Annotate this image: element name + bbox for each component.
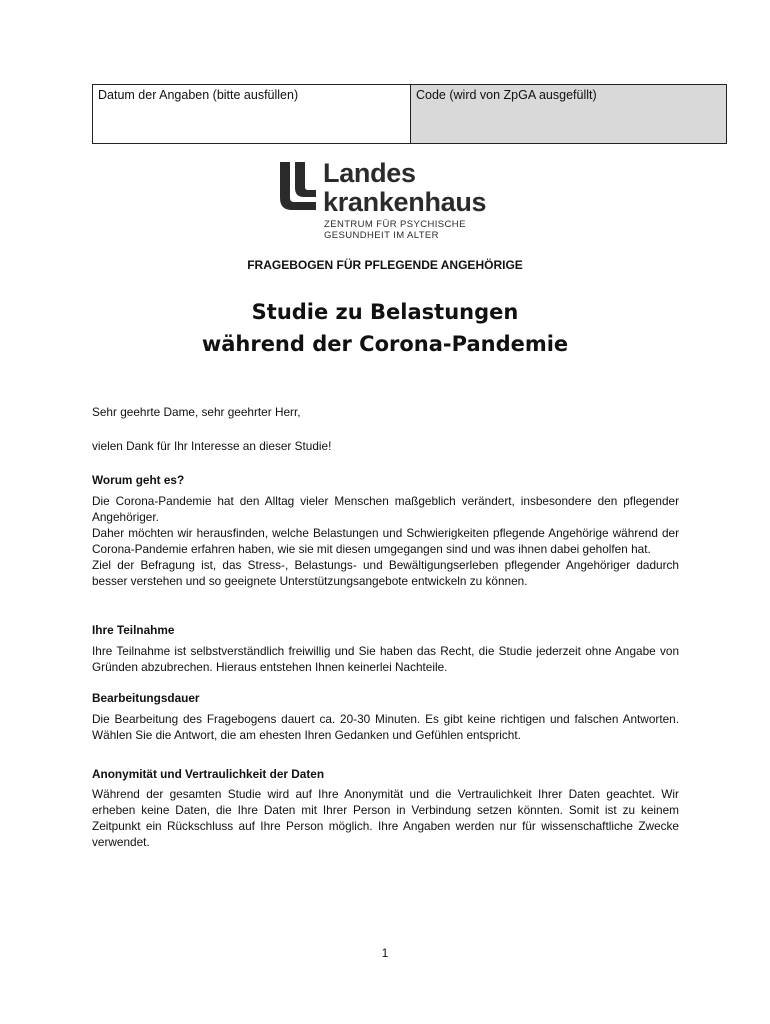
date-field[interactable] [93,85,411,143]
section-heading: Ihre Teilnahme [92,623,175,637]
section-paragraph: Ziel der Befragung ist, das Stress-, Belastungs- und Bewältigungserleben pflegender Angehöriger dadurch besser verstehen und so geeignete Unterstützungsangebote entwickeln zu können. [92,558,679,588]
header-table [92,84,727,144]
logo-mark-icon [278,160,318,212]
section-heading: Anonymität und Vertraulichkeit der Daten [92,767,325,781]
study-title-line-1: Studie zu Belastungen [251,300,519,324]
section-paragraph: Die Bearbeitung des Fragebogens dauert ca. 20-30 Minuten. Es gibt keine richtigen und falschen Antworten. Wählen Sie die Antwort, die am ehesten Ihren Gedanken und Gefühlen entspricht. [92,712,679,742]
section-paragraph: Die Corona-Pandemie hat den Alltag vieler Menschen maßgeblich verändert, insbesondere den pflegender Angehöriger. [92,494,679,524]
logo-line-2: krankenhaus [323,187,487,217]
page-number: 1 [381,946,389,960]
code-field [411,85,726,143]
logo-subline-2: GESUNDHEIT IM ALTER [324,230,439,241]
section-heading: Worum geht es? [92,473,185,487]
logo-subline-1: ZENTRUM FÜR PSYCHISCHE [324,219,466,230]
section-bearbeitungsdauer [92,690,679,743]
study-title-line-2: während der Corona-Pandemie [201,332,569,356]
section-paragraph: Daher möchten wir herausfinden, welche Belastungen und Schwierigkeiten pflegende Angehörige während der Corona-Pandemie erfahren haben, wie sie mit diesen umgegangen sind und was ihnen dabei geholfen hat. [92,526,679,556]
form-title: FRAGEBOGEN FÜR PFLEGENDE ANGEHÖRIGE [247,258,523,272]
landeskrankenhaus-logo [278,160,498,242]
thanks-text: vielen Dank für Ihr Interesse an dieser Studie! [92,439,332,453]
section-worum [92,472,679,589]
greeting-text: Sehr geehrte Dame, sehr geehrter Herr, [92,405,301,419]
section-anonymitaet [92,766,679,850]
code-field-label: Code (wird von ZpGA ausgefüllt) [416,88,597,102]
study-title [0,296,770,360]
section-teilnahme [92,622,679,675]
logo-line-1: Landes [323,158,416,188]
thanks [92,438,679,454]
greeting [92,404,679,420]
section-paragraph: Während der gesamten Studie wird auf Ihre Anonymität und die Vertraulichkeit Ihrer Daten geachtet. Wir erheben keine Daten, die Ihre Daten mit Ihrer Person in Verbindung setzen könnten. Somit ist zu keinem Zeitpunkt ein Rückschluss auf Ihre Person möglich. Ihre Angaben werden nur für wissenschaftliche Zwecke verwendet. [92,787,679,849]
section-heading: Bearbeitungsdauer [92,691,200,705]
section-paragraph: Ihre Teilnahme ist selbstverständlich freiwillig und Sie haben das Recht, die Studie jederzeit ohne Angabe von Gründen abzubrechen. Hieraus entstehen Ihnen keinerlei Nachteile. [92,644,679,674]
date-field-label: Datum der Angaben (bitte ausfüllen) [98,88,299,102]
